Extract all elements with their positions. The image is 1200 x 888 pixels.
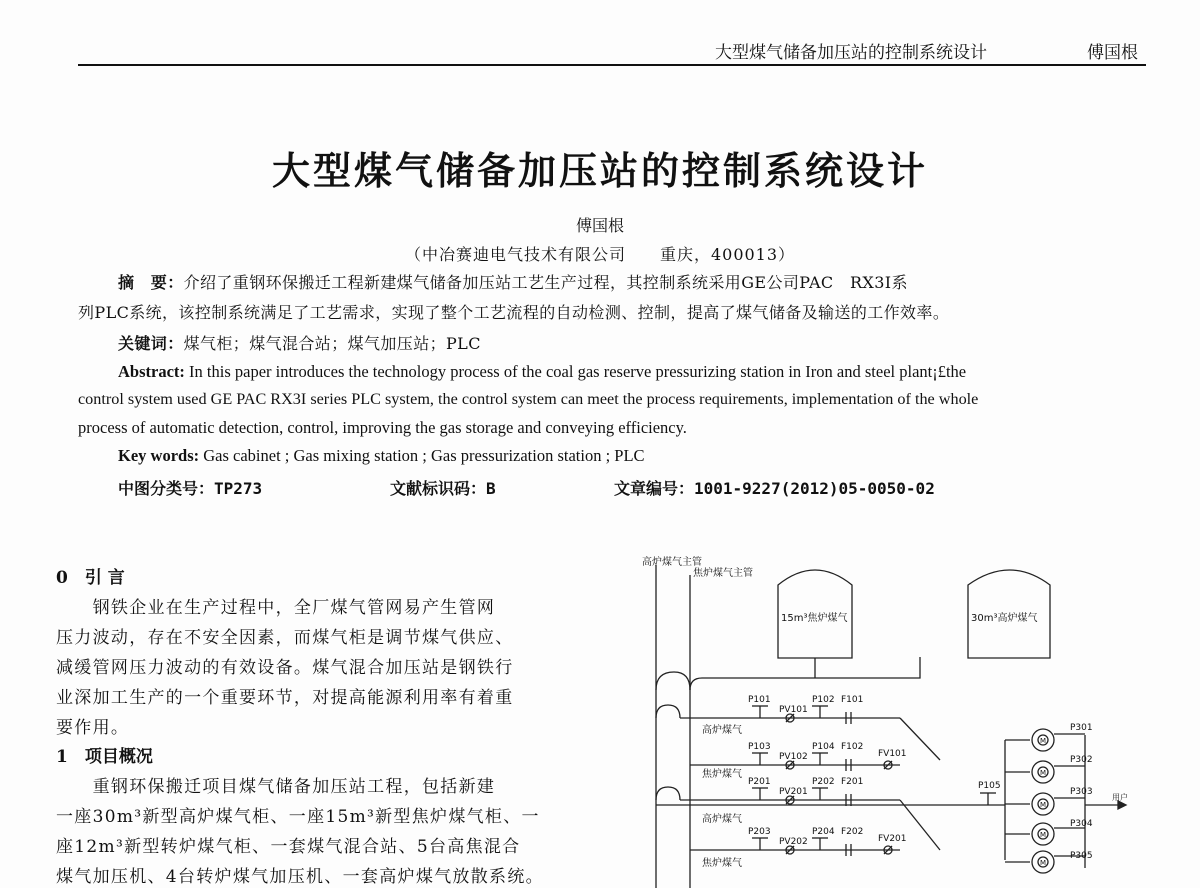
abstract-en-line3: process of automatic detection, control, improving the gas storage and conveying efficiency. [78,418,687,437]
gas-tanks [778,570,1050,678]
label-pv102: PV102 [779,752,808,762]
section1-line: 煤气加压机、4台转炉煤气加压机、一套高炉煤气放散系统。 [56,867,544,887]
label-p203: P203 [748,827,771,837]
abstract-cn-label: 摘 要： [118,273,184,292]
author: 傅国根 [575,216,624,235]
label-pv101: PV101 [779,705,808,715]
section0-line: 减缓管网压力波动的有效设备。煤气混合加压站是钢铁行 [56,658,514,678]
section0-line: 钢铁企业在生产过程中，全厂煤气管网易产生管网 [56,598,496,618]
motor-label: M [1040,801,1047,809]
running-title: 大型煤气储备加压站的控制系统设计 [715,43,987,63]
keywords-cn: 关键词：煤气柜；煤气混合站；煤气加压站；PLC [118,334,481,353]
label-p104: P104 [812,742,835,752]
abstract-en-line1: Abstract: In this paper introduces the technology process of the coal gas reserve pressurizing station in Iron and steel plant¡£the [118,362,967,381]
label-f201: F201 [841,777,864,787]
label-p103: P103 [748,742,771,752]
label-p305: P305 [1070,851,1093,861]
doc-code: 文献标识码：B [390,479,496,498]
motor-label: M [1040,831,1047,839]
keywords-en: Key words: Gas cabinet ; Gas mixing station ; Gas pressurization station ; PLC [118,446,645,465]
label-main-bf: 高炉煤气主管 [642,557,702,568]
motor-label: M [1040,737,1047,745]
label-f102: F102 [841,742,864,752]
section0-line: 压力波动，存在不安全因素，而煤气柜是调节煤气供应、 [56,628,514,648]
label-p101: P101 [748,695,771,705]
label-p302: P302 [1070,755,1093,765]
abstract-en-label: Abstract: [118,362,185,381]
valves [752,706,996,856]
section1-line: 座12m³新型转炉煤气柜、一套煤气混合站、5台高焦混合 [56,837,521,857]
label-p304: P304 [1070,819,1093,829]
label-p204: P204 [812,827,835,837]
section0-line: 要作用。 [56,718,130,738]
affiliation: （中冶赛迪电气技术有限公司 重庆，400013） [404,245,796,264]
abstract-cn-line2: 列PLC系统，该控制系统满足了工艺需求，实现了整个工艺流程的自动检测、控制，提高了煤气储备及输送的工作效率。 [78,303,950,322]
motor-label: M [1040,769,1047,777]
abstract-cn-line1: 摘 要：介绍了重钢环保搬迁工程新建煤气储备加压站工艺生产过程，其控制系统采用GE公司PAC RX3I系 [118,273,908,292]
section0-line: 业深加工生产的一个重要环节，对提高能源利用率有着重 [56,688,514,708]
running-author: 傅国根 [1087,43,1138,63]
clc-number: 中图分类号：TP273 [118,479,263,498]
section1-line: 一座30m³新型高炉煤气柜、一座15m³新型焦炉煤气柜、一 [56,807,540,827]
label-output: 用户 [1112,793,1128,802]
keywords-en-label: Key words: [118,446,200,465]
keywords-cn-label: 关键词： [118,334,184,353]
label-main-co: 焦炉煤气主管 [693,568,753,579]
label-tank1: 15m³焦炉煤气 [781,613,848,624]
label-fv101: FV101 [878,749,907,759]
section0-heading: 0 引 言 [56,568,125,588]
label-p301: P301 [1070,723,1093,733]
label-p202: P202 [812,777,835,787]
label-fv201: FV201 [878,834,907,844]
compressor-manifold [1005,729,1126,873]
label-pv202: PV202 [779,837,808,847]
article-number: 文章编号：1001-9227(2012)05-0050-02 [614,479,935,498]
label-gas-1: 高炉煤气 [702,725,742,736]
label-p102: P102 [812,695,835,705]
section1-heading: 1 项目概况 [56,747,153,767]
label-gas-3: 高炉煤气 [702,814,742,825]
paper-title: 大型煤气储备加压站的控制系统设计 [271,149,928,193]
label-p303: P303 [1070,787,1093,797]
label-f101: F101 [841,695,864,705]
label-p201: P201 [748,777,771,787]
label-gas-2: 焦炉煤气 [702,769,742,780]
section1-line: 重钢环保搬迁项目煤气储备加压站工程，包括新建 [56,777,496,797]
label-pv201: PV201 [779,787,808,797]
label-p105: P105 [978,781,1001,791]
label-f202: F202 [841,827,864,837]
label-gas-4: 焦炉煤气 [702,858,742,869]
abstract-en-line2: control system used GE PAC RX3I series PLC system, the control system can meet the process requirements, implementation of the whole [78,390,979,408]
label-tank2: 30m³高炉煤气 [971,613,1038,624]
motor-label: M [1040,859,1047,867]
